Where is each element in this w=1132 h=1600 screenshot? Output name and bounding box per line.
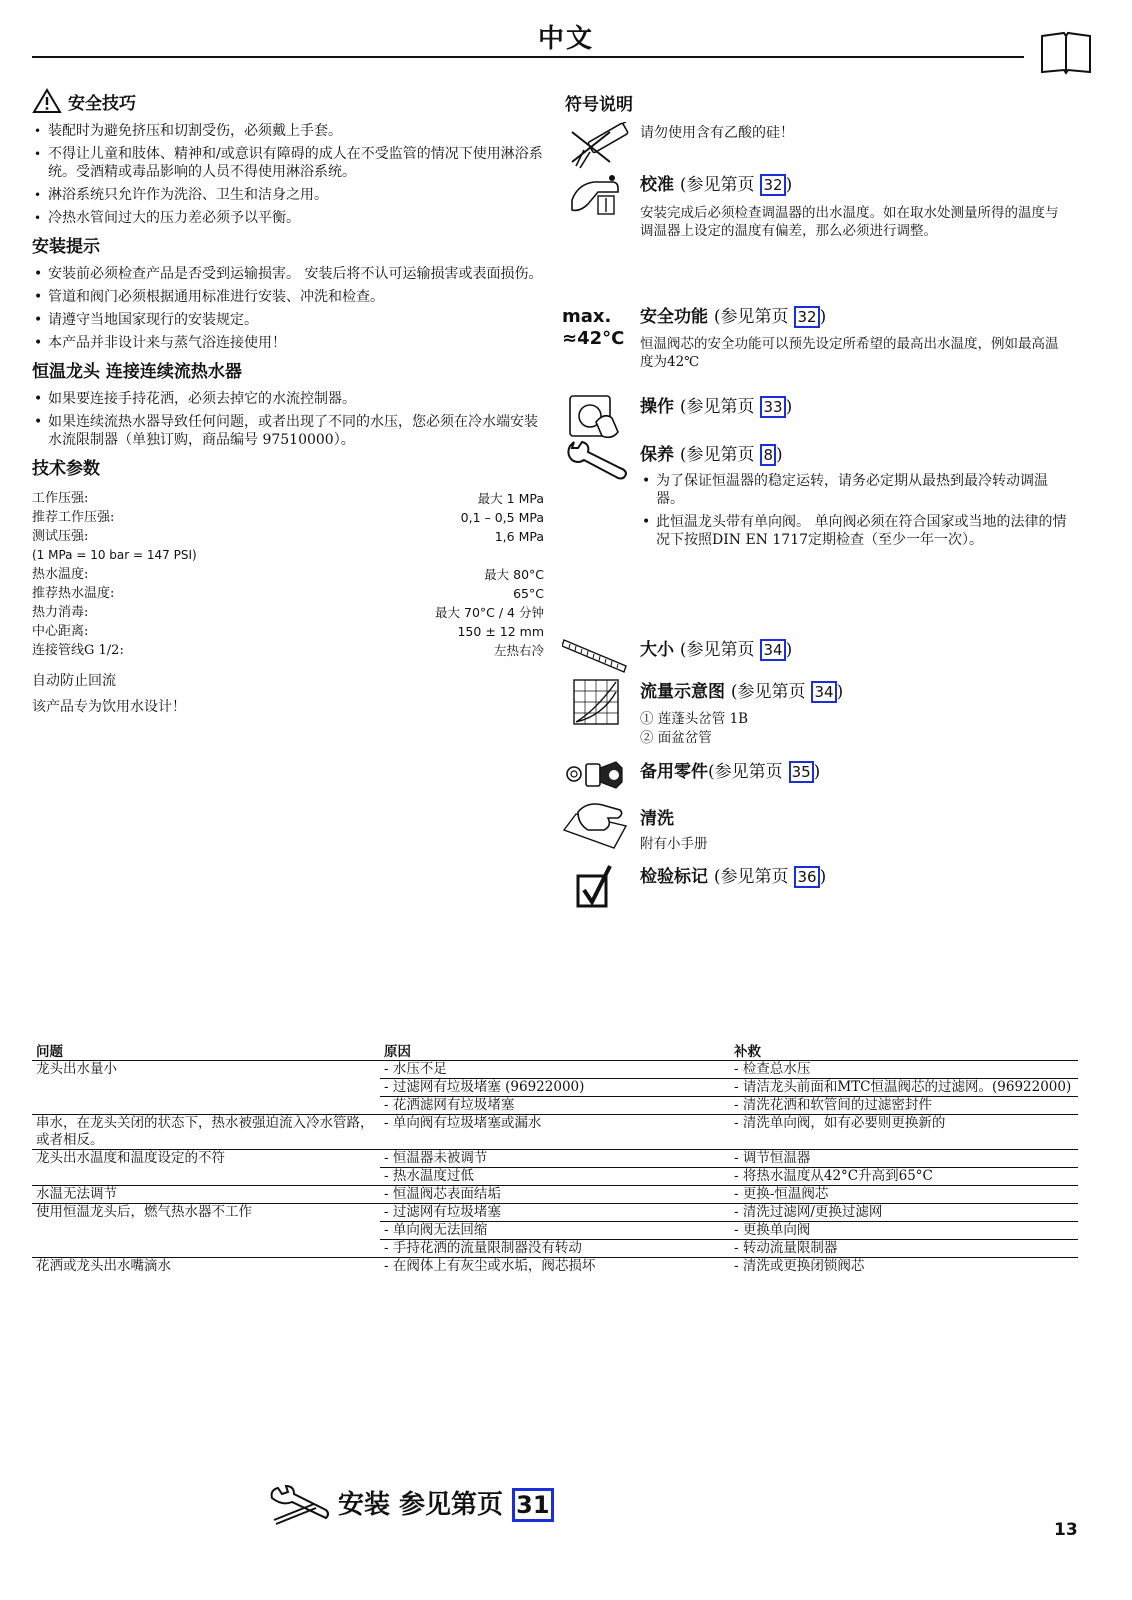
page-ref-link[interactable]: 32 bbox=[794, 306, 819, 328]
install-title: 安装提示 bbox=[32, 237, 100, 257]
drinking-water-note: 该产品专为饮用水设计！ bbox=[32, 699, 186, 715]
list-item: • 不得让儿童和肢体、精神和/或意识有障碍的成人在不受监管的情况下使用淋浴系统。受酒精或毒品影响的人员不得使用淋浴系统。 bbox=[32, 145, 544, 181]
operation-heading: 操作 (参见第页 33 ) bbox=[640, 397, 793, 417]
table-row: - 过滤网有垃圾堵塞 (96922000) - 请洁龙头前面和MTC恒温阀芯的过滤网。(96922000) bbox=[32, 1079, 1078, 1097]
tech-specs bbox=[32, 489, 544, 660]
list-item: • 为了保证恒温器的稳定运转，请务必定期从最热到最冷转动调温器。 bbox=[640, 472, 1072, 508]
list-item: • 安装前必须检查产品是否受到运输损害。 安装后将不认可运输损害或表面损伤。 bbox=[32, 265, 544, 283]
max-temp-label: max. ≈42°C bbox=[562, 306, 625, 349]
symbols-title: 符号说明 bbox=[565, 95, 633, 115]
spec-row: 工作压强: 最大 1 MPa bbox=[32, 491, 544, 506]
page-ref-link[interactable]: 34 bbox=[811, 681, 836, 703]
maintenance-list bbox=[640, 472, 1072, 554]
page-ref-link[interactable]: 34 bbox=[760, 639, 785, 661]
warning-icon bbox=[32, 88, 62, 114]
table-row: 水温无法调节 - 恒温阀芯表面结垢 - 更换-恒温阀芯 bbox=[32, 1186, 1078, 1204]
column-header: 原因 bbox=[380, 1040, 730, 1061]
wrench-icon bbox=[564, 440, 628, 482]
calibration-icon bbox=[568, 170, 628, 218]
maintenance-heading: 保养 (参见第页 8 ) bbox=[640, 445, 783, 465]
dimensions-ruler-icon bbox=[562, 636, 628, 726]
calibration-heading: 校准 (参见第页 32 ) bbox=[640, 175, 793, 195]
page-number: 13 bbox=[1054, 1520, 1078, 1540]
table-row: 龙头出水温度和温度设定的不符 - 恒温器未被调节 - 调节恒温器 bbox=[32, 1150, 1078, 1168]
page-ref-link[interactable]: 36 bbox=[794, 866, 819, 888]
page-ref-link[interactable]: 32 bbox=[760, 174, 785, 196]
calibration-desc: 安装完成后必须检查调温器的出水温度。如在取水处测量所得的温度与调温器上设定的温度有偏差，那么必须进行调整。 bbox=[640, 205, 1059, 239]
table-row: - 花洒滤网有垃圾堵塞 - 清洗花洒和软管间的过滤密封件 bbox=[32, 1097, 1078, 1115]
table-row: - 手持花洒的流量限制器没有转动 - 转动流量限制器 bbox=[32, 1240, 1078, 1258]
silicone-gun-icon bbox=[570, 122, 634, 170]
spec-row: 中心距离: 150 ± 12 mm bbox=[32, 624, 544, 639]
table-row: - 单向阀无法回缩 - 更换单向阀 bbox=[32, 1222, 1078, 1240]
installation-tools-icon bbox=[270, 1484, 330, 1526]
safety-function-heading: 安全功能 (参见第页 32 ) bbox=[640, 307, 827, 327]
backflow-note: 自动防止回流 bbox=[32, 673, 116, 689]
list-item: • 管道和阀门必须根据通用标准进行安装、冲洗和检查。 bbox=[32, 288, 544, 306]
flow-legend-1: ① 莲蓬头岔管 1B bbox=[640, 711, 749, 727]
spare-parts-icon bbox=[564, 756, 630, 796]
cleaning-title: 清洗 bbox=[640, 809, 674, 829]
page-title: 中文 bbox=[537, 24, 594, 54]
spec-row: (1 MPa = 10 bar = 147 PSI) bbox=[32, 548, 197, 562]
table-row: 串水，在龙头关闭的状态下，热水被强迫流入冷水管路，或者相反。 - 单向阀有垃圾堵塞或漏水 - 清洗单向阀，如有必要则更换新的 bbox=[32, 1115, 1078, 1150]
safety-heading bbox=[32, 88, 544, 114]
page-ref-link[interactable]: 8 bbox=[760, 444, 776, 466]
spec-row: 热水温度: 最大 80°C bbox=[32, 567, 544, 582]
test-mark-heading: 检验标记 (参见第页 36 ) bbox=[640, 867, 827, 887]
table-row: 龙头出水量小 - 水压不足 - 检查总水压 bbox=[32, 1061, 1078, 1079]
list-item: • 淋浴系统只允许作为洗浴、卫生和洁身之用。 bbox=[32, 186, 544, 204]
manual-book-icon bbox=[1040, 30, 1092, 76]
tech-title: 技术参数 bbox=[32, 459, 100, 479]
spec-row: 推荐热水温度: 65°C bbox=[32, 586, 544, 601]
list-item: • 请遵守当地国家现行的安装规定。 bbox=[32, 311, 544, 329]
list-item: • 本产品并非设计来与蒸气浴连接使用！ bbox=[32, 334, 544, 352]
page-ref-link[interactable]: 35 bbox=[789, 761, 814, 783]
safety-function-desc: 恒温阀芯的安全功能可以预先设定所希望的最高出水温度，例如最高温度为42℃ bbox=[640, 336, 1059, 370]
column-header: 问题 bbox=[32, 1040, 380, 1061]
heater-list bbox=[32, 390, 544, 449]
page-ref-link[interactable]: 33 bbox=[760, 396, 785, 418]
header-rule bbox=[32, 56, 1024, 58]
troubleshooting-table bbox=[32, 1040, 1078, 1275]
table-header-row bbox=[32, 1040, 1078, 1061]
spec-row: 推荐工作压强: 0,1 – 0,5 MPa bbox=[32, 510, 544, 525]
list-item: • 装配时为避免挤压和切割受伤，必须戴上手套。 bbox=[32, 122, 544, 140]
spec-row: 测试压强: 1,6 MPa bbox=[32, 529, 544, 544]
left-column bbox=[32, 88, 544, 716]
flow-diagram-heading: 流量示意图 (参见第页 34 ) bbox=[640, 682, 844, 702]
spare-parts-heading: 备用零件(参见第页 35 ) bbox=[640, 762, 821, 782]
install-list bbox=[32, 265, 544, 352]
list-item: • 此恒温龙头带有单向阀。 单向阀必须在符合国家或当地的法律的情况下按照DIN EN 1717定期检查（至少一年一次）。 bbox=[640, 513, 1072, 549]
list-item: • 如果连续流热水器导致任何问题，或者出现了不同的水压，您必须在冷水端安装水流限制器（单独订购，商品编号 97510000）。 bbox=[32, 413, 544, 449]
page-ref-link[interactable]: 31 bbox=[512, 1488, 553, 1522]
checkmark-icon bbox=[574, 862, 614, 910]
spec-row: 热力消毒: 最大 70°C / 4 分钟 bbox=[32, 605, 544, 620]
safety-list bbox=[32, 122, 544, 227]
installation-reference: 安装 参见第页 31 bbox=[338, 1484, 554, 1522]
table-row: 花洒或龙头出水嘴滴水 - 在阀体上有灰尘或水垢，阀芯损坏 - 清洗或更换闭锁阀芯 bbox=[36, 1258, 865, 1274]
operation-hand-icon bbox=[566, 392, 622, 442]
spec-row: 连接管线G 1/2: 左热右冷 bbox=[32, 643, 544, 658]
list-item: • 如果要连接手持花洒，必须去掉它的水流控制器。 bbox=[32, 390, 544, 408]
column-header: 补救 bbox=[730, 1040, 1078, 1061]
flow-legend-2: ② 面盆岔管 bbox=[640, 730, 712, 746]
cleaning-desc: 附有小手册 bbox=[640, 836, 708, 852]
cleaning-hand-icon bbox=[562, 800, 630, 852]
list-item: • 冷热水管间过大的压力差必须予以平衡。 bbox=[32, 209, 544, 227]
table-row: - 热水温度过低 - 将热水温度从42°C升高到65°C bbox=[32, 1168, 1078, 1186]
table-row: 使用恒温龙头后，燃气热水器不工作 - 过滤网有垃圾堵塞 - 清洗过滤网/更换过滤网 bbox=[32, 1204, 1078, 1222]
silicone-warning: 请勿使用含有乙酸的硅！ bbox=[640, 125, 794, 141]
dimensions-heading: 大小 (参见第页 34 ) bbox=[640, 640, 793, 660]
heater-title: 恒温龙头 连接连续流热水器 bbox=[32, 362, 242, 382]
safety-title: 安全技巧 bbox=[68, 93, 136, 114]
